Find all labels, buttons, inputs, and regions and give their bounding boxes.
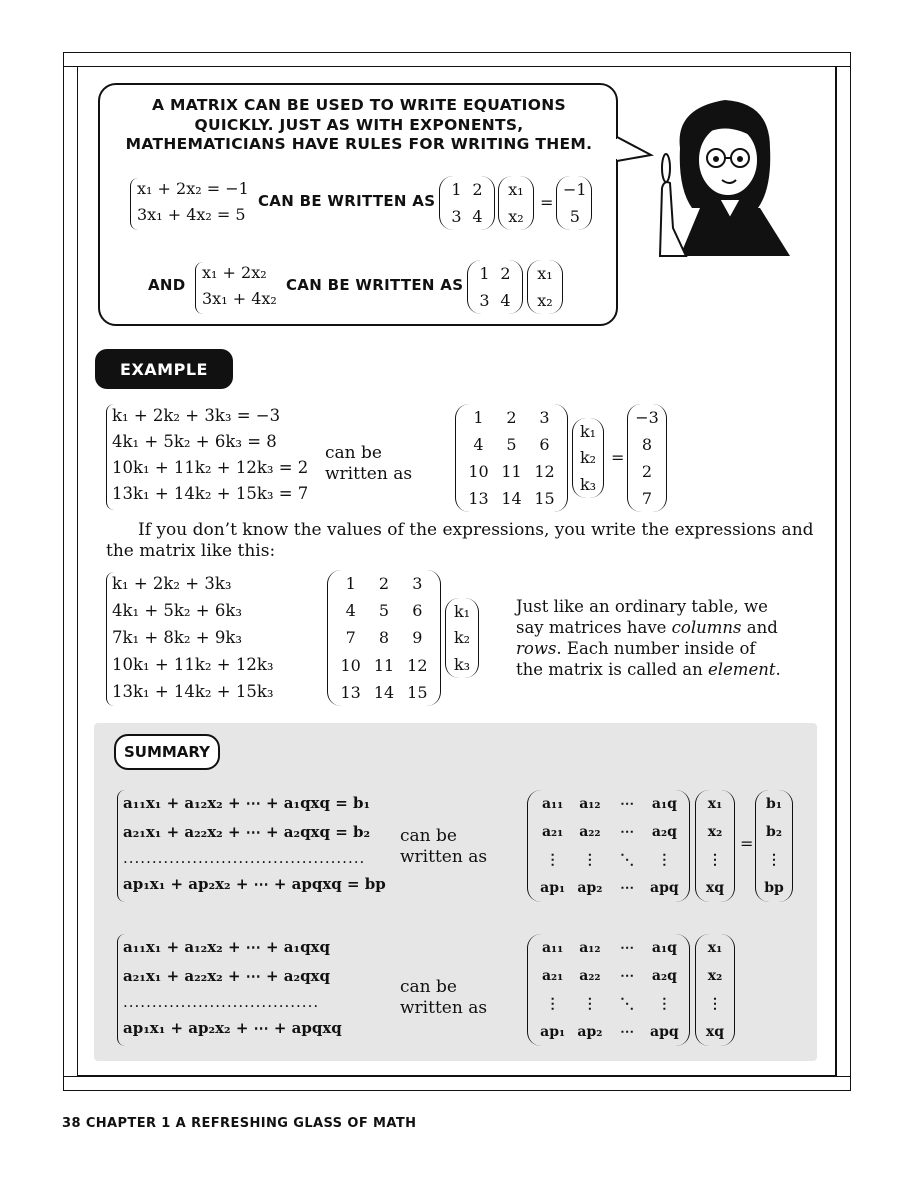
written-as-text: written as [325, 464, 413, 484]
matrix-element: 4 [500, 291, 511, 310]
matrix-element: a₂₁ [541, 824, 564, 840]
summary-vector-x-2 [695, 934, 735, 1046]
matrix-element: 4 [345, 601, 356, 621]
vector-element: x₁ [707, 940, 723, 956]
can-be-text: can be [400, 977, 457, 997]
matrix-element: 9 [412, 628, 423, 648]
matrix-element: a₁₂ [579, 796, 601, 812]
side-note-text: the matrix is called an [516, 660, 708, 679]
example-system-1 [112, 403, 308, 507]
side-note-text: Just like an ordinary table, we [516, 597, 768, 616]
vector-element: x₁ [508, 180, 524, 199]
matrix-element: a₂₁ [541, 968, 564, 984]
matrix-element: 5 [378, 601, 390, 621]
vector-element: k₁ [453, 601, 471, 621]
matrix-element: a₂q [651, 968, 677, 984]
vector-element: k₁ [579, 421, 597, 441]
expression: 7k₁ + 8k₂ + 9k₃ [112, 628, 242, 647]
vector-element: k₂ [453, 628, 471, 648]
vector-element: ⋮ [708, 996, 722, 1012]
matrix-element: 8 [378, 628, 390, 648]
expression: 3x₁ + 4x₂ [202, 289, 277, 308]
matrix-element: a₁₂ [579, 940, 601, 956]
side-note-term: element [708, 660, 776, 679]
vector-element: 7 [641, 489, 653, 508]
matrix-element: ap₂ [577, 880, 603, 896]
matrix-element: 2 [378, 574, 390, 594]
equation: 13k₁ + 14k₂ + 15k₃ = 7 [112, 484, 309, 503]
expression: 10k₁ + 11k₂ + 12k₃ [112, 655, 274, 674]
vector-element: bp [764, 880, 784, 896]
matrix-element: 11 [501, 462, 522, 481]
example-vector-k-2 [445, 598, 479, 678]
matrix-element: 2 [506, 408, 517, 427]
matrix-element: ⋮ [545, 996, 560, 1012]
matrix-element: 6 [539, 435, 550, 454]
matrix-element: 12 [534, 462, 555, 481]
equation: k₁ + 2k₂ + 3k₃ = −3 [112, 406, 281, 425]
matrix-element: 4 [473, 435, 484, 454]
matrix-element: 3 [539, 408, 550, 427]
matrix-element: 1 [473, 408, 484, 427]
matrix-element: ⋯ [620, 824, 635, 840]
matrix-element: 3 [451, 207, 462, 226]
vector-element: x₂ [707, 968, 723, 984]
matrix-element: a₂₂ [579, 824, 601, 840]
can-be-text: can be [400, 826, 457, 846]
matrix-element: 5 [506, 435, 517, 454]
example-vector-rhs [627, 404, 667, 512]
equals-sign: = [611, 448, 625, 467]
matrix-a [467, 260, 523, 314]
matrix-element: ap₁ [540, 1024, 566, 1040]
vector-element: −3 [635, 408, 659, 427]
matrix-element: a₂q [651, 824, 677, 840]
equation: a₂₁x₁ + a₂₂x₂ + ⋯ + a₂qxq = b₂ [123, 823, 371, 841]
can-be-written-as-label: CAN BE WRITTEN AS [258, 192, 436, 210]
side-note-text: . Each number inside of [556, 639, 756, 658]
matrix-element: 4 [472, 207, 483, 226]
matrix-element: 3 [479, 291, 490, 310]
matrix-element: ⋯ [620, 1024, 635, 1040]
bubble-text: A MATRIX CAN BE USED TO WRITE EQUATIONS QUICKLY. JUST AS WITH EXPONENTS, MATHEMATICIANS HAVE RULES FOR WRITING THEM. [125, 96, 593, 153]
frame-post-right [836, 52, 851, 1091]
matrix-element: 13 [340, 682, 361, 702]
example-paragraph: If you don’t know the values of the expressions, you write the expressions and the matrix like this: [106, 520, 814, 561]
can-be-text: can be [325, 443, 382, 463]
matrix-element: 3 [412, 574, 423, 594]
written-as-text: written as [400, 998, 488, 1018]
matrix-element: a₁q [651, 796, 677, 812]
vector-element: k₃ [453, 655, 471, 675]
matrix-element: 2 [472, 180, 483, 199]
matrix-element: a₁q [651, 940, 677, 956]
vector-element: 2 [641, 462, 653, 481]
bubble-system-2 [202, 260, 277, 312]
matrix-element: apq [650, 880, 679, 896]
matrix-element: a₁₁ [541, 796, 564, 812]
expression: k₁ + 2k₂ + 3k₃ [112, 574, 232, 593]
equals-sign: = [740, 834, 754, 853]
expression: a₁₁x₁ + a₁₂x₂ + ⋯ + a₁qxq [123, 938, 330, 956]
vector-element: xq [705, 880, 725, 896]
ellipsis-line: .................................. [123, 993, 320, 1011]
matrix-element: ⋯ [620, 880, 635, 896]
expression: a₂₁x₁ + a₂₂x₂ + ⋯ + a₂qxq [123, 967, 330, 985]
matrix-element: ⋮ [582, 852, 597, 868]
matrix-element: 13 [468, 489, 489, 508]
vector-element: b₁ [766, 796, 782, 812]
matrix-element: 6 [412, 601, 423, 621]
matrix-element: ⋮ [657, 852, 672, 868]
example-matrix [455, 404, 568, 512]
and-label: AND [148, 276, 186, 294]
vector-element: 8 [641, 435, 653, 454]
equals-sign: = [540, 193, 554, 212]
vector-element: k₂ [579, 448, 597, 468]
vector-element: x₂ [508, 207, 524, 226]
frame-post-bottom [63, 1076, 851, 1091]
matrix-element: 14 [501, 489, 522, 508]
vector-element: k₃ [579, 475, 597, 495]
vector-element: x₂ [537, 291, 553, 310]
matrix-element: 2 [500, 264, 511, 283]
matrix-element: ⋯ [620, 796, 635, 812]
side-note-text: say matrices have [516, 618, 672, 637]
page-footer: 38 CHAPTER 1 A REFRESHING GLASS OF MATH [62, 1116, 417, 1131]
vector-element: x₂ [707, 824, 723, 840]
vector-element: ⋮ [767, 852, 781, 868]
frame-post-left [63, 52, 78, 1091]
vector-element: xq [705, 1024, 725, 1040]
character-illustration [640, 88, 810, 258]
vector-element: b₂ [766, 824, 782, 840]
ellipsis-line: .......................................... [123, 849, 366, 867]
matrix-element: ⋯ [620, 968, 635, 984]
matrix-element: ⋮ [545, 852, 560, 868]
matrix-element: 7 [345, 628, 356, 648]
summary-matrix-2 [527, 934, 690, 1046]
summary-system-2 [123, 933, 342, 1043]
summary-matrix [527, 790, 690, 902]
vector-element: 5 [569, 207, 580, 226]
matrix-element: 14 [373, 682, 395, 702]
equation: 3x₁ + 4x₂ = 5 [137, 205, 246, 224]
bubble-system-1 [137, 176, 249, 228]
frame-post-top [63, 52, 851, 67]
expression: ap₁x₁ + ap₂x₂ + ⋯ + apqxq [123, 1019, 342, 1037]
vector-element: x₁ [537, 264, 553, 283]
matrix-element: 15 [534, 489, 555, 508]
can-be-written-as-label: CAN BE WRITTEN AS [286, 276, 464, 294]
matrix-element: ⋱ [620, 852, 635, 868]
matrix-element: ap₁ [540, 880, 566, 896]
expression: x₁ + 2x₂ [202, 263, 267, 282]
vector-x [498, 176, 534, 230]
summary-system-1 [123, 789, 386, 899]
expression: 4k₁ + 5k₂ + 6k₃ [112, 601, 242, 620]
side-note-text: . [775, 660, 781, 679]
summary-vector-x [695, 790, 735, 902]
equation: a₁₁x₁ + a₁₂x₂ + ⋯ + a₁qxq = b₁ [123, 794, 371, 812]
matrix-element: 1 [479, 264, 490, 283]
matrix-element: ap₂ [577, 1024, 603, 1040]
summary-vector-b [755, 790, 793, 902]
expression: 13k₁ + 14k₂ + 15k₃ [112, 682, 274, 701]
matrix-element: a₂₂ [579, 968, 601, 984]
example-matrix-2 [327, 570, 441, 706]
equation: 4k₁ + 5k₂ + 6k₃ = 8 [112, 432, 277, 451]
matrix-element: 1 [451, 180, 462, 199]
matrix-element: ⋮ [582, 996, 597, 1012]
matrix-element: 12 [407, 655, 428, 675]
matrix-element: 15 [407, 682, 428, 702]
equation: x₁ + 2x₂ = −1 [137, 179, 249, 198]
matrix-element: 10 [340, 655, 361, 675]
side-note-term: rows [516, 639, 557, 658]
matrix-element: apq [650, 1024, 679, 1040]
example-vector-k [572, 418, 604, 498]
vector-b [556, 176, 592, 230]
equation: ap₁x₁ + ap₂x₂ + ⋯ + apqxq = bp [123, 875, 386, 893]
written-as-text: written as [400, 847, 488, 867]
vector-element: −1 [563, 180, 587, 199]
example-system-2 [112, 570, 273, 705]
matrix-a [439, 176, 495, 230]
matrix-element: 10 [468, 462, 489, 481]
side-note [516, 596, 816, 680]
matrix-element: 11 [373, 655, 395, 675]
example-label: EXAMPLE [95, 349, 233, 389]
matrix-element: a₁₁ [541, 940, 564, 956]
vector-x [527, 260, 563, 314]
vector-element: ⋮ [708, 852, 722, 868]
vector-element: x₁ [707, 796, 723, 812]
matrix-element: ⋮ [657, 996, 672, 1012]
matrix-element: 1 [345, 574, 356, 594]
equation: 10k₁ + 11k₂ + 12k₃ = 2 [112, 458, 309, 477]
matrix-element: ⋱ [620, 996, 635, 1012]
side-note-text: and [741, 618, 778, 637]
summary-label: SUMMARY [114, 734, 220, 770]
matrix-element: ⋯ [620, 940, 635, 956]
side-note-term: columns [671, 618, 742, 637]
